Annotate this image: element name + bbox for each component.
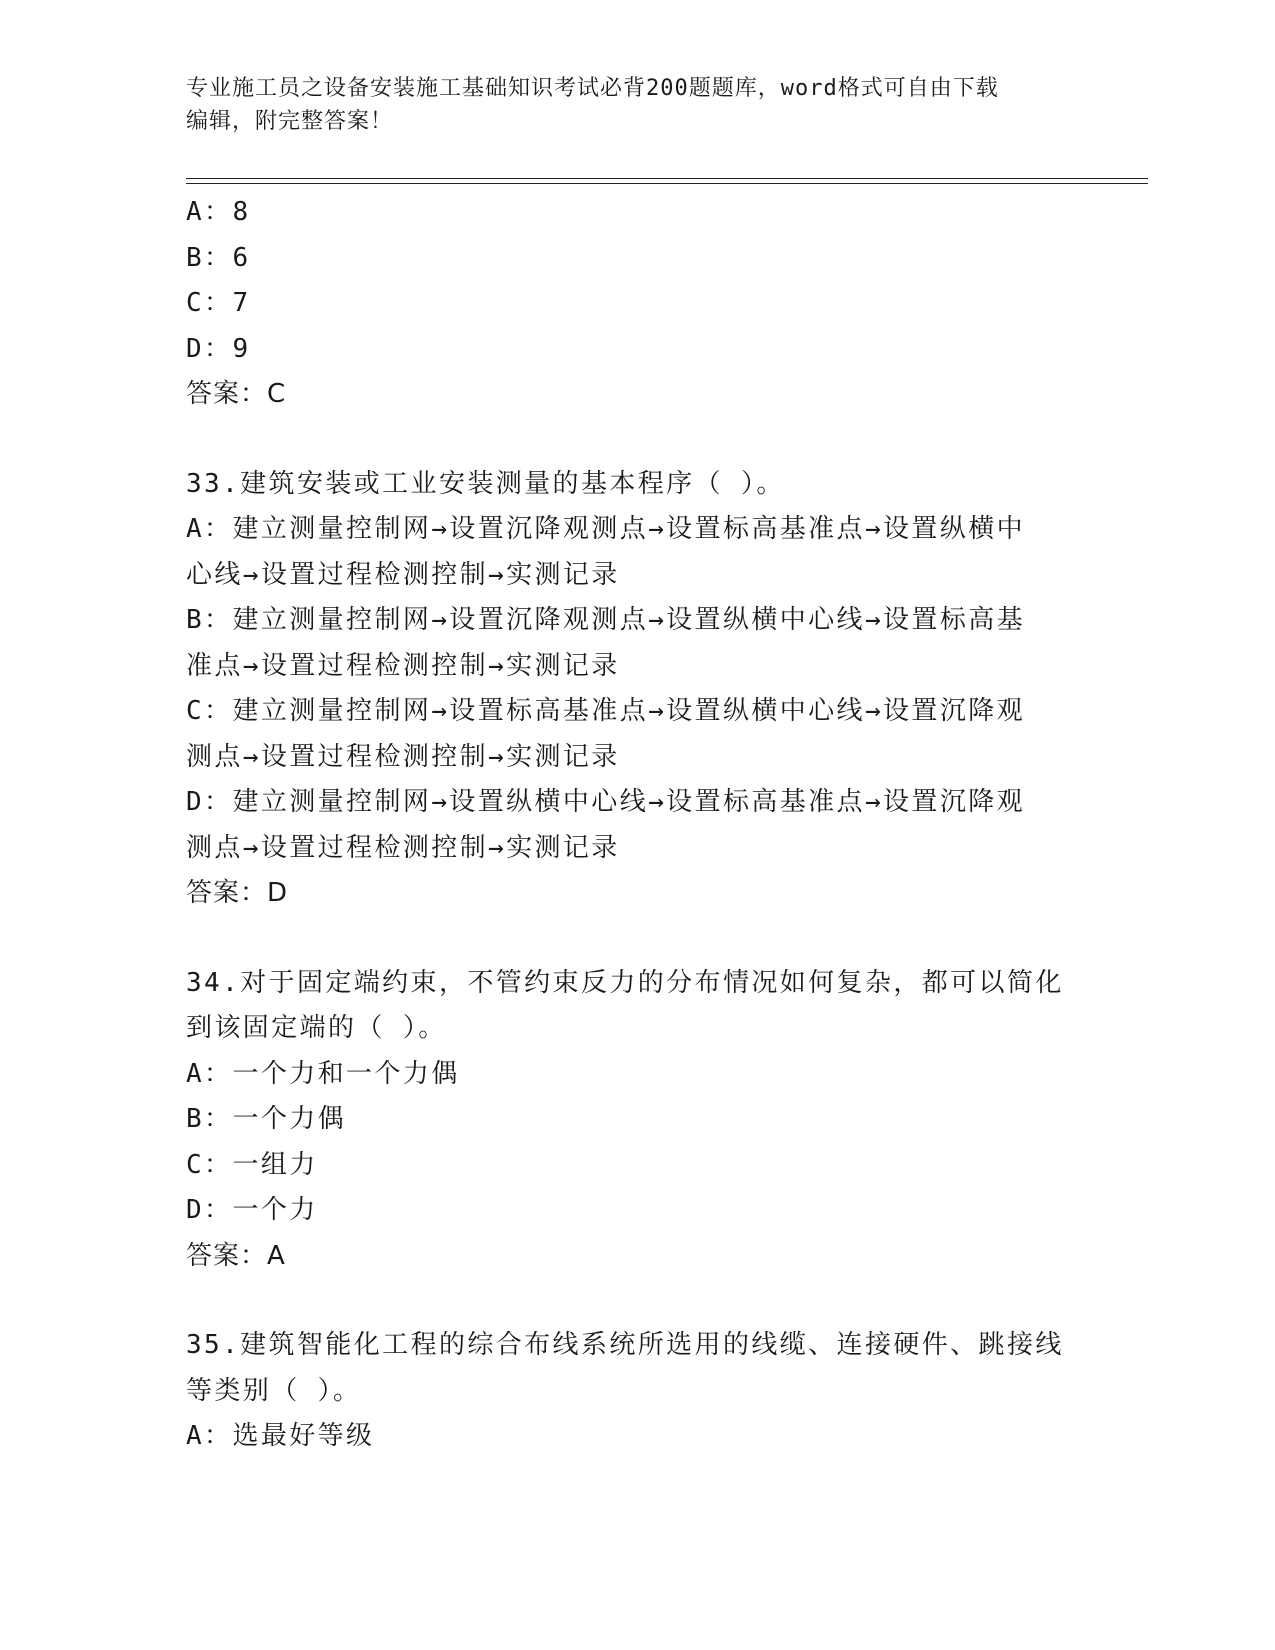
document-header <box>186 72 1066 138</box>
option-c: C：7 <box>186 288 251 318</box>
answer-line: 答案：D <box>186 878 289 908</box>
option-d: D：一个力 <box>186 1195 318 1225</box>
option-a: A：选最好等级 <box>186 1421 375 1451</box>
question-stem: 35.建筑智能化工程的综合布线系统所选用的线缆、连接硬件、跳接线 <box>186 1330 1064 1360</box>
option-d-continued: 测点→设置过程检测控制→实测记录 <box>186 832 620 863</box>
question-stem-continued: 等类别（ ）。 <box>186 1375 362 1406</box>
option-d: D：9 <box>186 333 251 364</box>
option-b: B：一个力偶 <box>186 1104 347 1134</box>
question-34 <box>186 961 1086 1280</box>
question-35 <box>186 1323 1086 1460</box>
header-rule-bottom <box>186 183 1148 184</box>
option-b: B：建立测量控制网→设置沉降观测点→设置纵横中心线→设置标高基 <box>186 605 1026 635</box>
header-title-line-1: 专业施工员之设备安装施工基础知识考试必背200题题库，word格式可自由下载 <box>186 76 999 101</box>
question-stem: 33.建筑安装或工业安装测量的基本程序（ ）。 <box>186 468 785 499</box>
question-stem: 34.对于固定端约束，不管约束反力的分布情况如何复杂，都可以简化 <box>186 967 1064 998</box>
answer-line: 答案：A <box>186 1240 286 1271</box>
question-33 <box>186 462 1086 917</box>
spacer <box>186 418 1086 462</box>
header-rule-top <box>186 178 1148 179</box>
option-a: A：建立测量控制网→设置沉降观测点→设置标高基准点→设置纵横中 <box>186 514 1026 544</box>
spacer <box>186 1279 1086 1323</box>
option-a-continued: 心线→设置过程检测控制→实测记录 <box>186 559 620 590</box>
option-a: A：一个力和一个力偶 <box>186 1058 460 1089</box>
option-d: D：建立测量控制网→设置纵横中心线→设置标高基准点→设置沉降观 <box>186 787 1026 817</box>
question-32 <box>186 190 1086 418</box>
option-a: A：8 <box>186 197 251 227</box>
header-title-line-2: 编辑，附完整答案！ <box>186 109 394 134</box>
question-stem-continued: 到该固定端的（ ）。 <box>186 1013 447 1043</box>
spacer <box>186 917 1086 961</box>
option-b: B：6 <box>186 242 251 273</box>
question-list <box>186 190 1086 1460</box>
answer-line: 答案：C <box>186 379 287 409</box>
option-c-continued: 测点→设置过程检测控制→实测记录 <box>186 741 620 772</box>
option-b-continued: 准点→设置过程检测控制→实测记录 <box>186 650 620 681</box>
option-c: C：一组力 <box>186 1149 318 1180</box>
option-c: C：建立测量控制网→设置标高基准点→设置纵横中心线→设置沉降观 <box>186 696 1026 726</box>
